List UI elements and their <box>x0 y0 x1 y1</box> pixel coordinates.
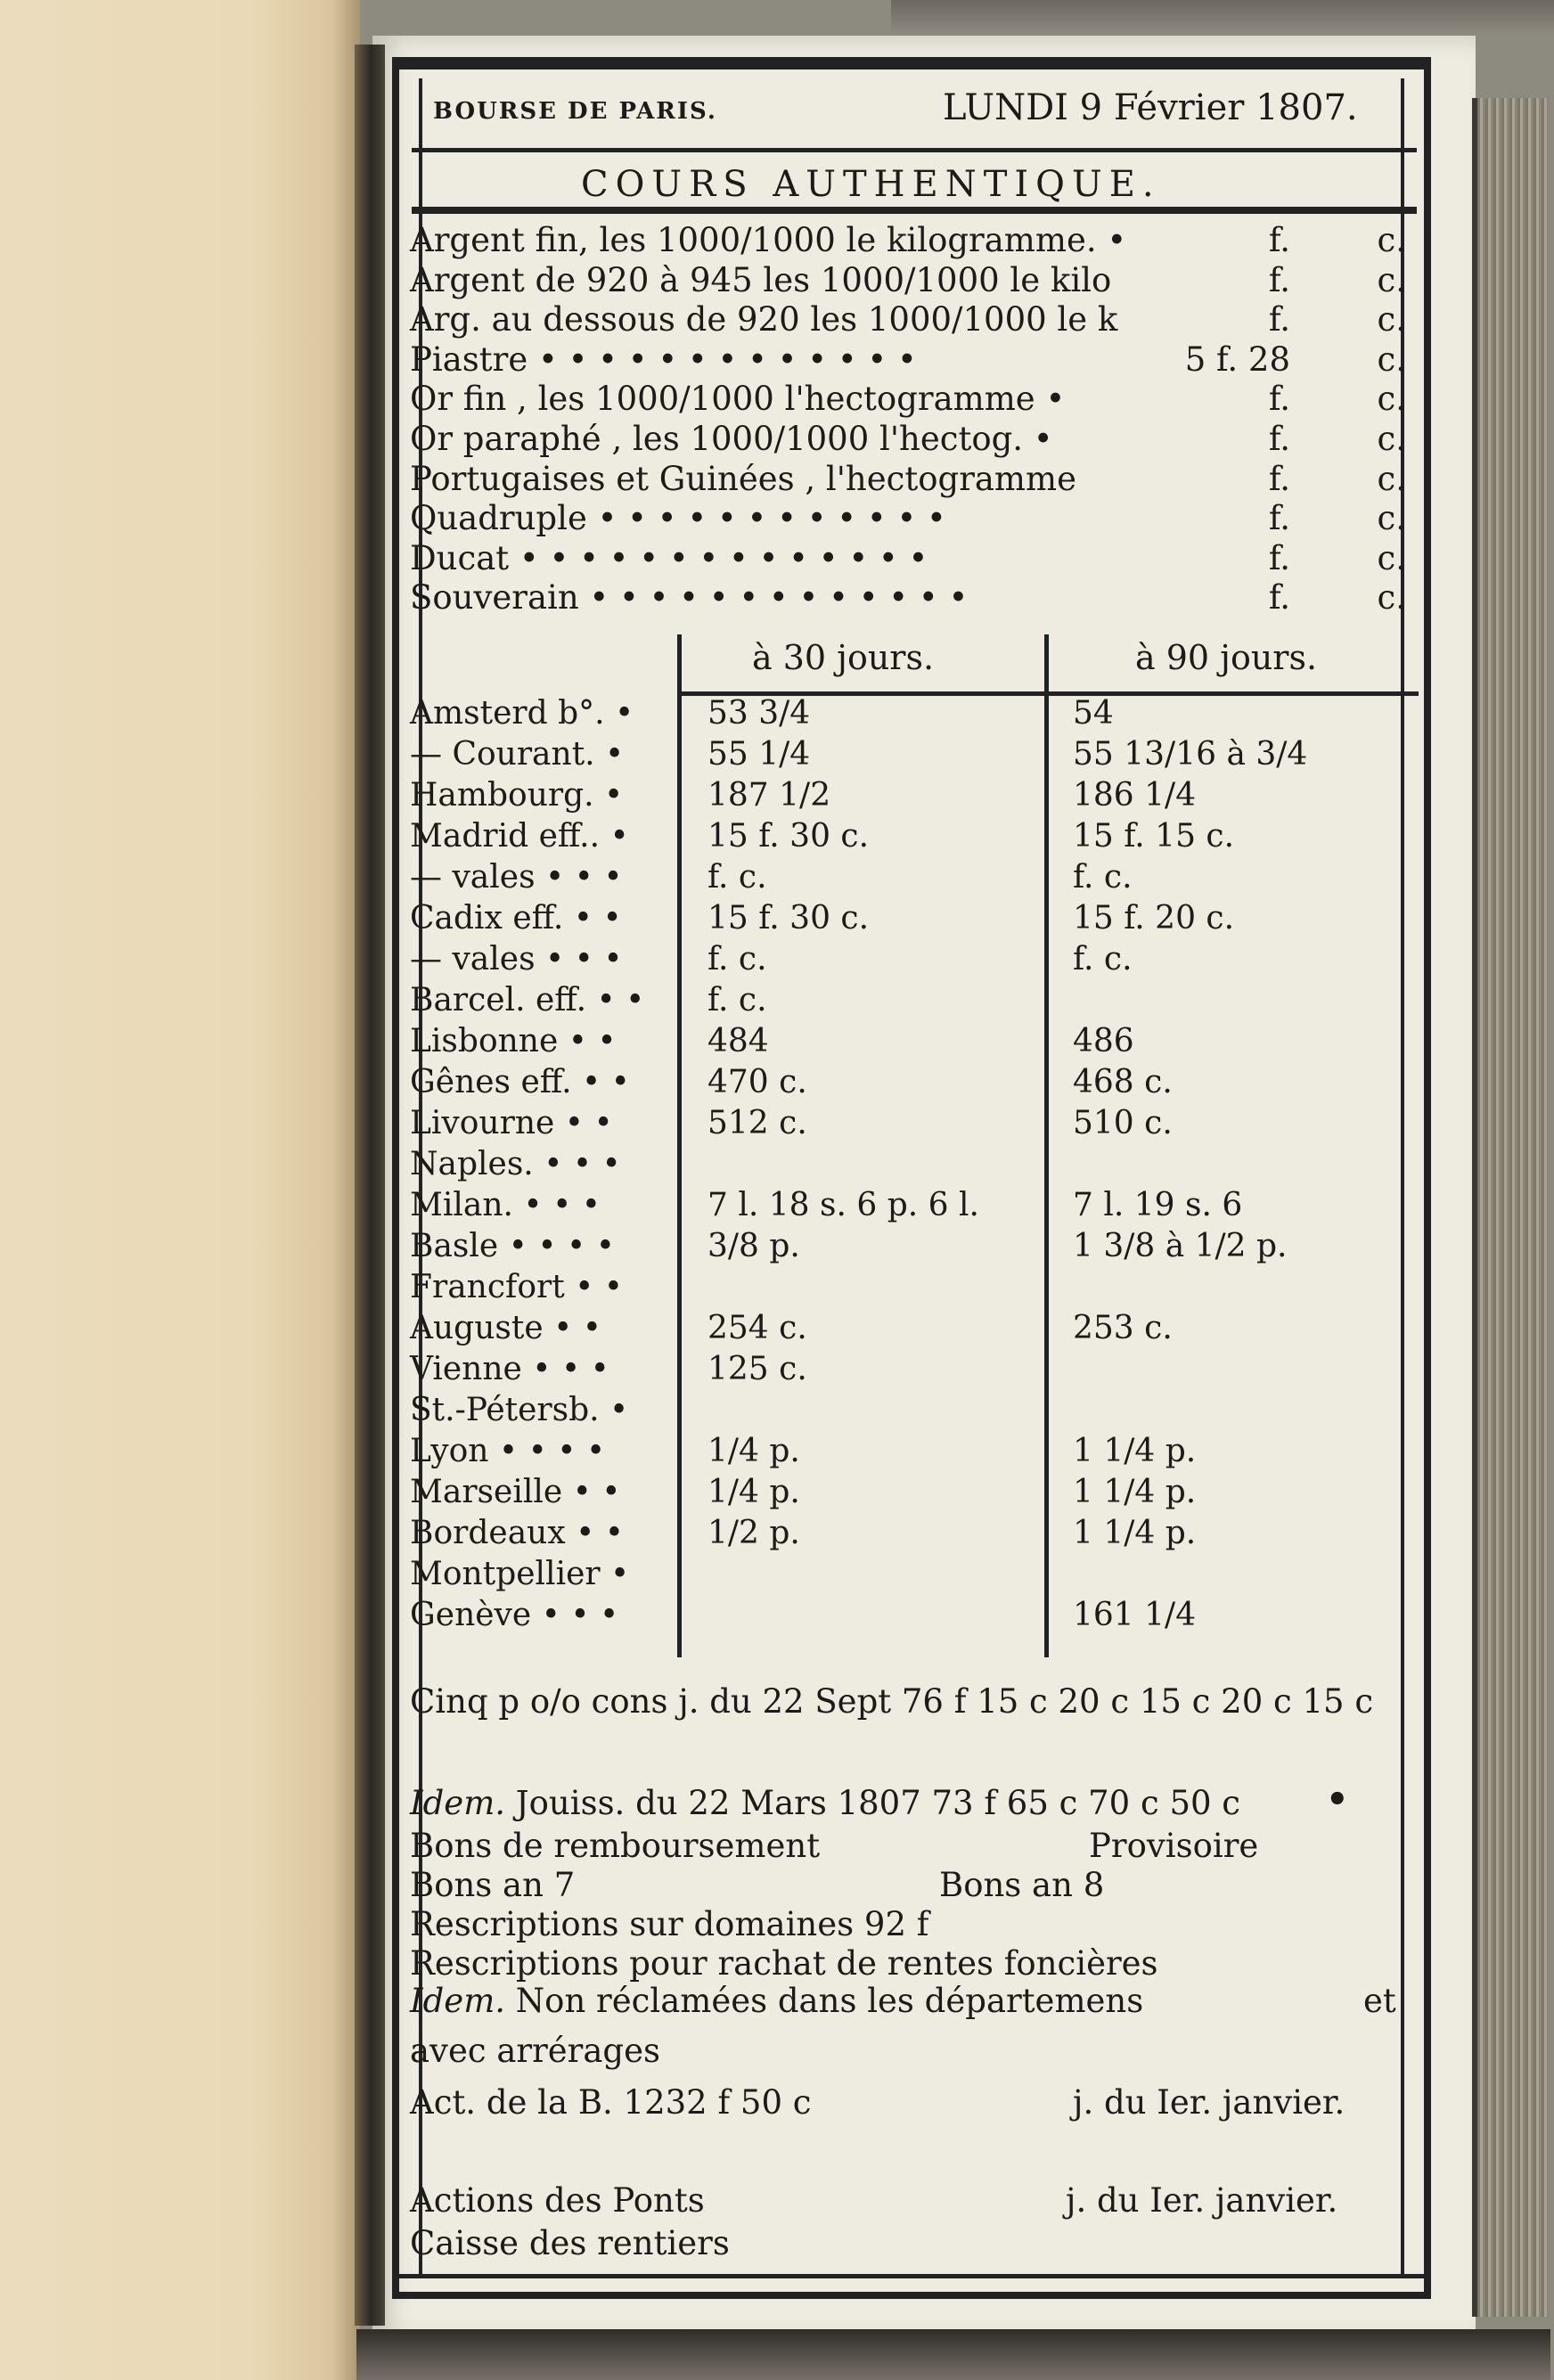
exchange-place: Vienne • • • <box>410 1351 609 1387</box>
idem-label: Idem. <box>410 1784 506 1822</box>
provisoire: Provisoire <box>1089 1827 1259 1865</box>
rate-30-days: f. c. <box>707 859 767 896</box>
actions-banque-date: j. du Ier. janvier. <box>1073 2083 1345 2122</box>
rate-30-days: 1/2 p. <box>707 1515 800 1551</box>
bons-an-7: Bons an 7 <box>410 1866 576 1904</box>
header-rule <box>412 148 1417 152</box>
idem-jouissance-text: Jouiss. du 22 Mars 1807 73 f 65 c 70 c 50 c <box>505 1784 1241 1822</box>
metal-name: Ducat • • • • • • • • • • • • • • <box>410 538 928 577</box>
exchange-row <box>410 1064 1417 1103</box>
metal-centimes: c. <box>1377 499 1406 538</box>
metal-centimes: c. <box>1377 260 1406 299</box>
metal-row <box>410 420 1417 459</box>
exchange-row <box>410 1351 1417 1390</box>
exchange-place: Livourne • • <box>410 1105 613 1141</box>
exchange-place: Hambourg. • <box>410 777 624 814</box>
metal-francs: f. <box>1268 538 1290 577</box>
metal-francs: f. <box>1268 300 1290 339</box>
metal-row <box>410 261 1417 300</box>
rate-30-days: 125 c. <box>707 1351 807 1387</box>
rate-90-days: 15 f. 15 c. <box>1073 818 1235 855</box>
title-rule <box>412 207 1417 214</box>
metal-francs: f. <box>1268 221 1290 259</box>
exchange-place: Amsterd b°. • <box>410 695 634 732</box>
exchange-row <box>410 818 1417 857</box>
rate-90-days: 253 c. <box>1073 1310 1173 1346</box>
metal-centimes: c. <box>1377 459 1406 498</box>
exchange-row <box>410 1392 1417 1431</box>
rate-30-days: 254 c. <box>707 1310 807 1346</box>
exchange-row <box>410 941 1417 980</box>
actions-ponts: Actions des Ponts <box>410 2181 705 2220</box>
rate-30-days: 15 f. 30 c. <box>707 818 870 855</box>
exchange-place: — vales • • • <box>410 859 623 896</box>
rate-30-days: 512 c. <box>707 1105 807 1141</box>
exchange-place: — Courant. • <box>410 736 625 773</box>
idem-jouissance <box>410 1784 1240 1822</box>
book-page-edges <box>1472 98 1549 2317</box>
exchange-row <box>410 695 1417 734</box>
actions-banque: Act. de la B. 1232 f 50 c <box>410 2083 812 2122</box>
exchange-row <box>410 1556 1417 1595</box>
metal-centimes: c. <box>1377 420 1406 458</box>
metal-centimes: c. <box>1377 538 1406 577</box>
rate-30-days: 15 f. 30 c. <box>707 900 870 936</box>
rate-90-days: f. c. <box>1073 941 1133 977</box>
metal-name: Quadruple • • • • • • • • • • • • <box>410 499 946 538</box>
footer-rule <box>394 2274 1427 2278</box>
rate-30-days: 7 l. 18 s. 6 p. 6 l. <box>707 1187 979 1223</box>
metal-name: Or paraphé , les 1000/1000 l'hectog. • <box>410 420 1053 458</box>
exchange-place: Lyon • • • • <box>410 1433 606 1469</box>
exchange-row <box>410 900 1417 939</box>
rescriptions-domaines: Rescriptions sur domaines 92 f <box>410 1905 929 1943</box>
exchange-row <box>410 1433 1417 1472</box>
exchange-place: Auguste • • <box>410 1310 602 1346</box>
metal-francs: f. <box>1268 499 1290 538</box>
metal-name: Portugaises et Guinées , l'hectogramme <box>410 459 1077 498</box>
idem-jouissance-mark: • <box>1326 1779 1349 1820</box>
exchange-row <box>410 859 1417 898</box>
cinq-pour-cent: Cinq p o/o cons j. du 22 Sept 76 f 15 c 20 c 15 c 20 c 15 c <box>410 1682 1374 1721</box>
exchange-place: — vales • • • <box>410 941 623 977</box>
caisse-rentiers: Caisse des rentiers <box>410 2224 730 2262</box>
metal-centimes: c. <box>1377 578 1406 617</box>
bons-remboursement: Bons de remboursement <box>410 1827 821 1865</box>
exchange-row <box>410 736 1417 775</box>
metal-francs: f. <box>1268 380 1290 419</box>
rate-90-days: 161 1/4 <box>1073 1597 1197 1633</box>
exchange-place: Madrid eff.. • <box>410 818 629 855</box>
exchange-place: Lisbonne • • <box>410 1023 617 1059</box>
page-header-date: LUNDI 9 Février 1807. <box>943 87 1358 128</box>
exchange-place: Montpellier • <box>410 1556 630 1592</box>
metal-name: Piastre • • • • • • • • • • • • • <box>410 339 917 379</box>
exchange-place: Francfort • • <box>410 1269 624 1305</box>
idem-non-reclamees <box>410 1982 1143 2020</box>
rate-90-days: 1 3/8 à 1/2 p. <box>1073 1228 1288 1264</box>
col-90-header: à 90 jours. <box>1135 638 1318 677</box>
metal-centimes: c. <box>1377 339 1406 379</box>
rate-30-days: 187 1/2 <box>707 777 831 814</box>
metal-row <box>410 340 1417 380</box>
metal-row <box>410 578 1417 617</box>
rate-30-days: 1/4 p. <box>707 1433 800 1469</box>
rate-90-days: 1 1/4 p. <box>1073 1515 1197 1551</box>
metal-name: Souverain • • • • • • • • • • • • • <box>410 578 969 617</box>
exchange-place: Genève • • • <box>410 1597 619 1633</box>
exchange-row <box>410 1269 1417 1308</box>
rate-90-days: 186 1/4 <box>1073 777 1197 814</box>
exchange-place: Milan. • • • <box>410 1187 601 1223</box>
rate-90-days: f. c. <box>1073 859 1133 896</box>
rate-30-days: 55 1/4 <box>707 736 811 773</box>
rate-30-days: 53 3/4 <box>707 695 811 732</box>
idem-non-reclamees-text: Non réclamées dans les départemens <box>505 1982 1144 2020</box>
rate-30-days: 470 c. <box>707 1064 807 1100</box>
col-30-header: à 30 jours. <box>752 638 935 677</box>
metal-name: Arg. au dessous de 920 les 1000/1000 le k <box>410 300 1118 339</box>
rate-90-days: 1 1/4 p. <box>1073 1474 1197 1510</box>
rescriptions-rachat: Rescriptions pour rachat de rentes foncières <box>410 1944 1158 1983</box>
metal-row <box>410 460 1417 499</box>
section-title: COURS AUTHENTIQUE. <box>581 164 1161 205</box>
metal-row <box>410 300 1417 339</box>
exchange-row <box>410 1105 1417 1144</box>
rate-90-days: 55 13/16 à 3/4 <box>1073 736 1308 773</box>
metal-francs: f. <box>1268 459 1290 498</box>
exchange-place: Naples. • • • <box>410 1146 621 1182</box>
exchange-row <box>410 1597 1417 1636</box>
actions-ponts-date: j. du Ier. janvier. <box>1066 2181 1338 2220</box>
header-rule-top <box>394 64 1427 70</box>
exchange-row <box>410 1474 1417 1513</box>
exchange-row <box>410 1146 1417 1185</box>
rate-30-days: 3/8 p. <box>707 1228 800 1264</box>
metal-row <box>410 499 1417 538</box>
exchange-row <box>410 1515 1417 1554</box>
rate-90-days: 1 1/4 p. <box>1073 1433 1197 1469</box>
exchange-place: Basle • • • • <box>410 1228 615 1264</box>
metal-name: Argent fin, les 1000/1000 le kilogramme. • <box>410 221 1127 259</box>
background-top <box>891 0 1554 36</box>
idem-label-2: Idem. <box>410 1982 506 2020</box>
rate-30-days: f. c. <box>707 982 767 1018</box>
exchange-row <box>410 1187 1417 1226</box>
metal-francs: f. <box>1268 260 1290 299</box>
metal-centimes: c. <box>1377 380 1406 419</box>
exchange-place: St.-Pétersb. • <box>410 1392 629 1428</box>
rate-30-days: f. c. <box>707 941 767 977</box>
metal-francs: 5 f. 28 <box>1184 339 1290 379</box>
exchange-place: Marseille • • <box>410 1474 621 1510</box>
exchange-row <box>410 1023 1417 1062</box>
metal-name: Or fin , les 1000/1000 l'hectogramme • <box>410 380 1066 419</box>
exchange-row <box>410 982 1417 1021</box>
rate-90-days: 486 <box>1073 1023 1134 1059</box>
exchange-place: Cadix eff. • • <box>410 900 622 936</box>
metal-row <box>410 221 1417 260</box>
bons-an-8: Bons an 8 <box>939 1866 1105 1904</box>
book-gutter <box>355 45 385 2326</box>
exchange-place: Bordeaux • • <box>410 1515 624 1551</box>
metal-francs: f. <box>1268 578 1290 617</box>
rate-90-days: 54 <box>1073 695 1114 732</box>
exchange-row <box>410 777 1417 816</box>
avec-arrerages: avec arrérages <box>410 2032 660 2070</box>
left-blank-page <box>0 0 360 2380</box>
metal-name: Argent de 920 à 945 les 1000/1000 le kilo <box>410 260 1112 299</box>
metal-centimes: c. <box>1377 300 1406 339</box>
exchange-place: Gênes eff. • • <box>410 1064 630 1100</box>
rate-90-days: 15 f. 20 c. <box>1073 900 1235 936</box>
page-header-left: BOURSE DE PARIS. <box>433 98 717 125</box>
metal-row <box>410 539 1417 578</box>
rate-30-days: 1/4 p. <box>707 1474 800 1510</box>
metal-row <box>410 380 1417 419</box>
exchange-row <box>410 1310 1417 1349</box>
rate-90-days: 468 c. <box>1073 1064 1173 1100</box>
metal-francs: f. <box>1268 420 1290 458</box>
metal-centimes: c. <box>1377 221 1406 259</box>
exchange-row <box>410 1228 1417 1267</box>
rate-90-days: 510 c. <box>1073 1105 1173 1141</box>
et-word: et <box>1363 1982 1396 2020</box>
book-bottom-edge <box>356 2329 1550 2380</box>
rate-90-days: 7 l. 19 s. 6 <box>1073 1187 1243 1223</box>
exchange-place: Barcel. eff. • • <box>410 982 645 1018</box>
rate-30-days: 484 <box>707 1023 769 1059</box>
